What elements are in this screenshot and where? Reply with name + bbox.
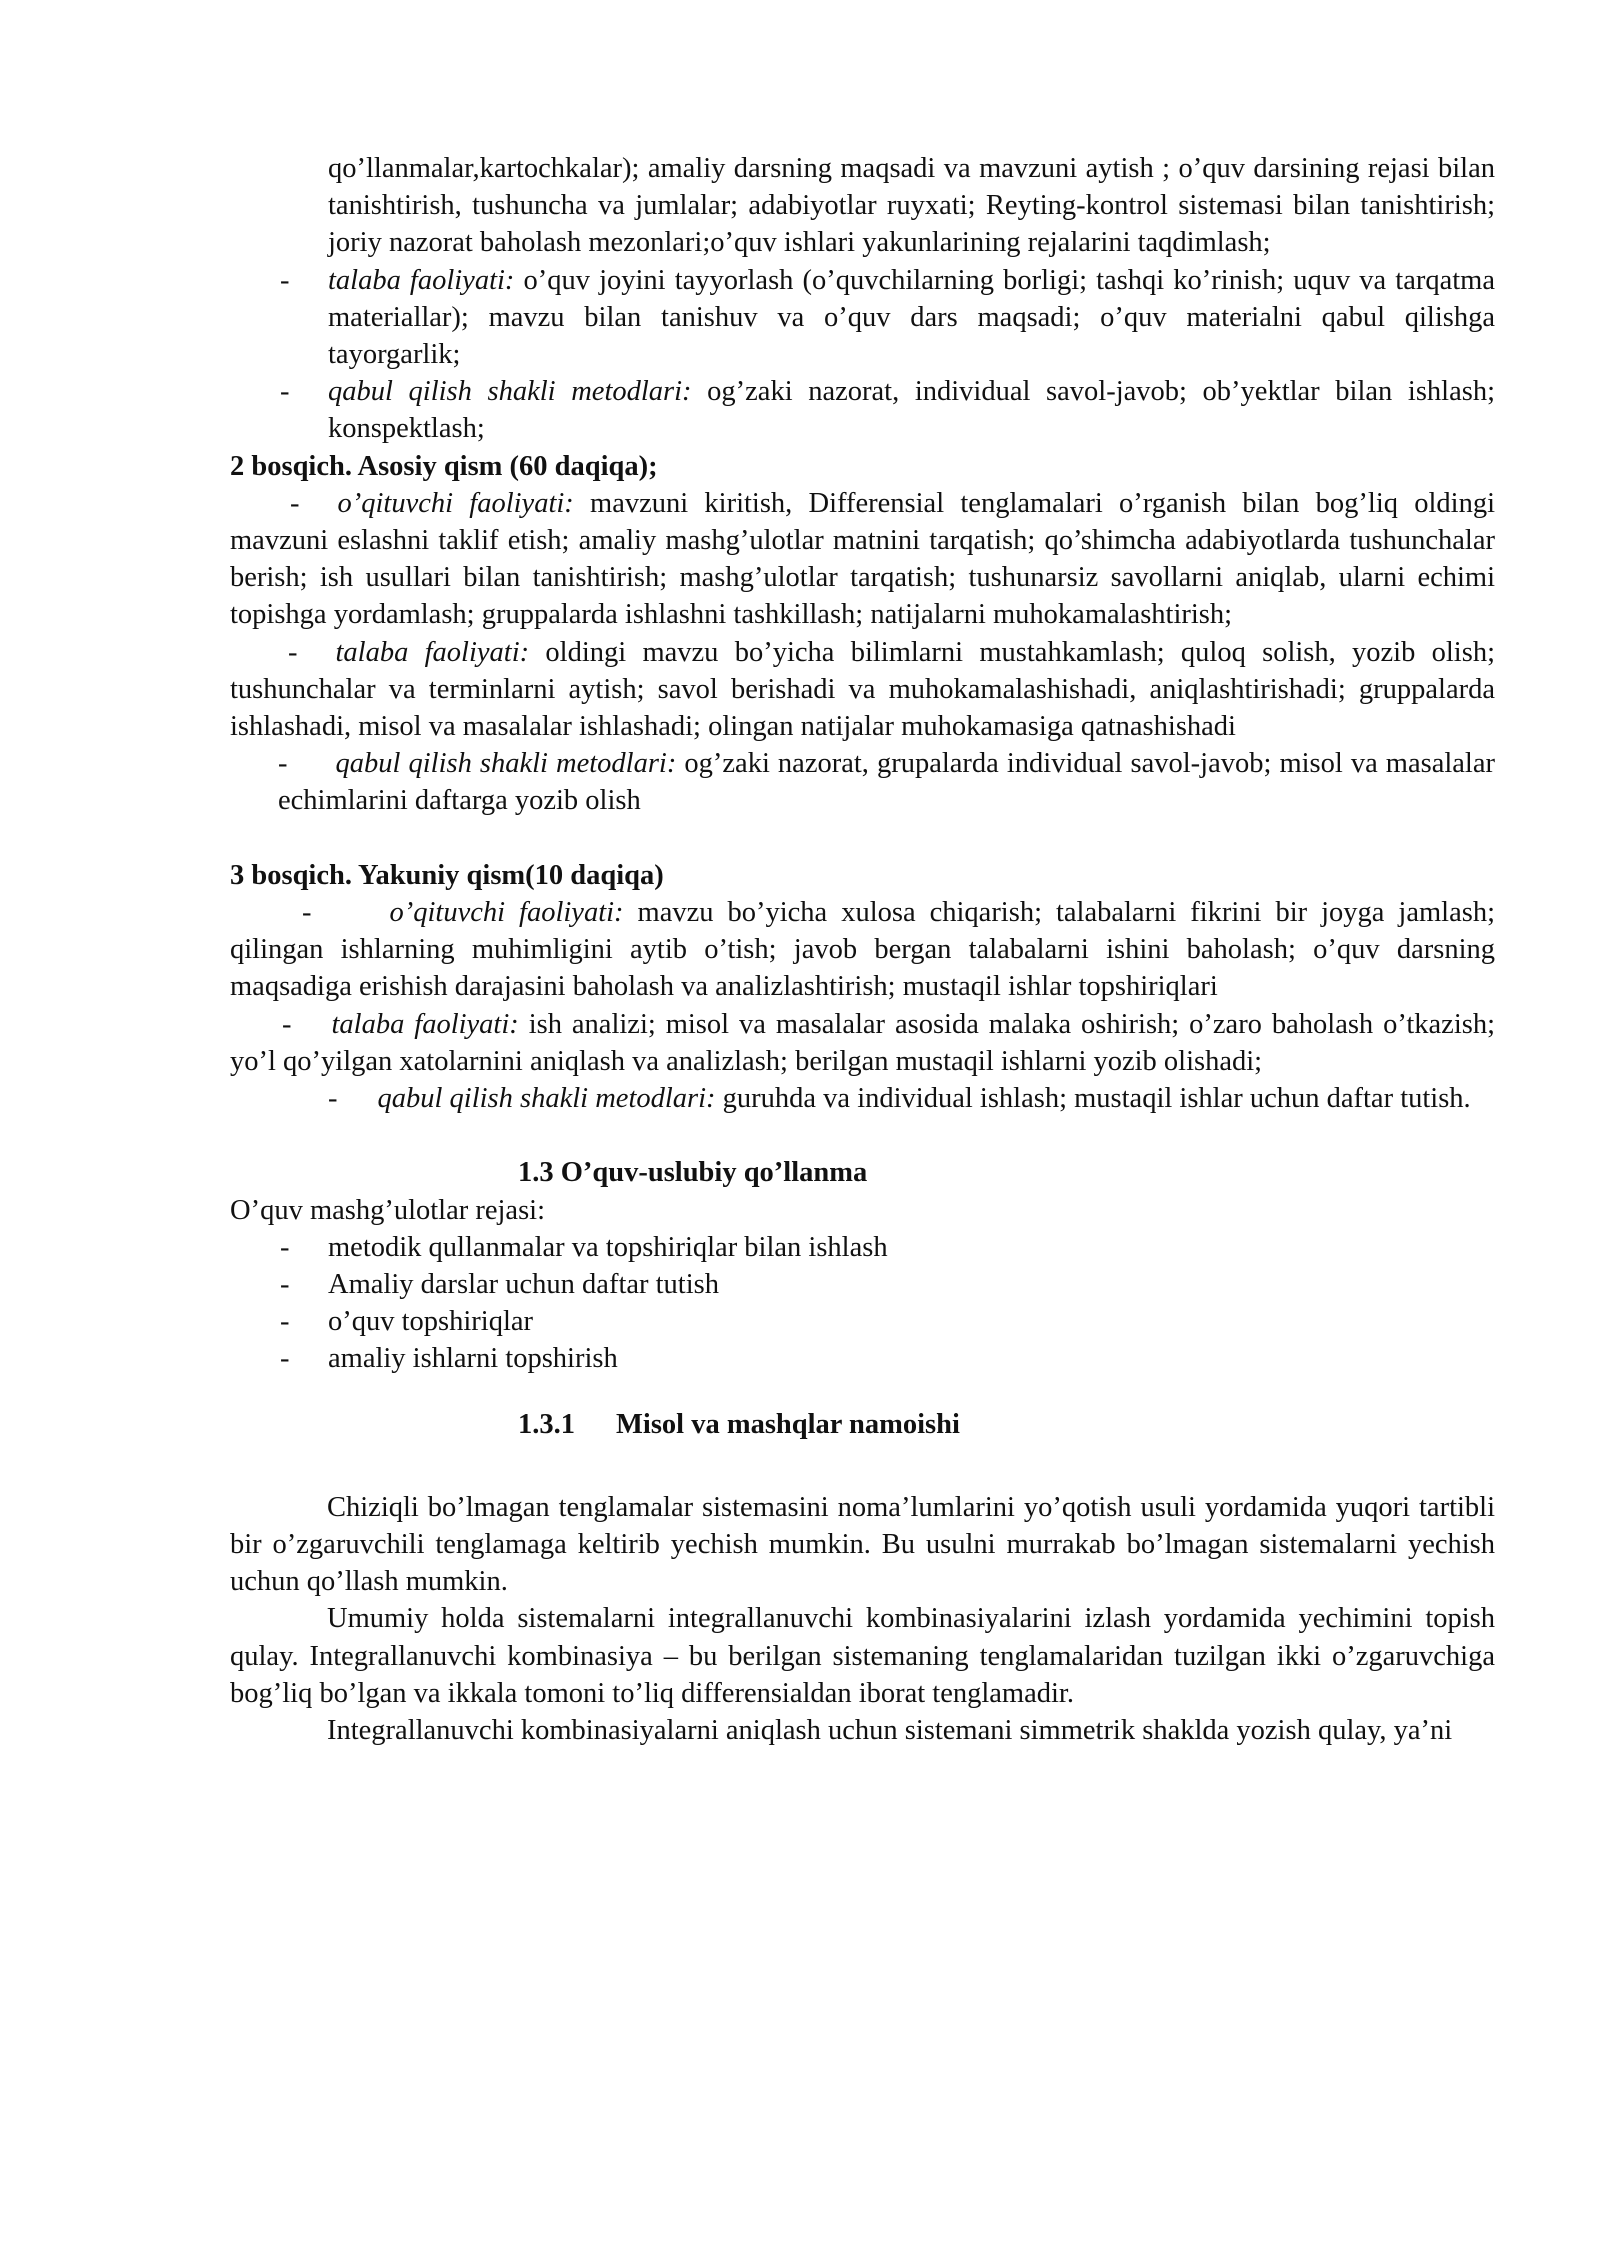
body-paragraph: Chiziqli bo’lmagan tenglamalar sistemasini noma’lumlarini yo’qotish usuli yordamida yuqori tartibli bir o’zgaruvchili tenglamaga keltirib yechish mumkin. Bu usulni murrakab bo’lmagan sistemalarni yechish uchun qo’llash mumkin. [230,1491,1495,1598]
stage3-heading: 3 bosqich. Yakuniy qism(10 daqiqa) [230,859,664,891]
spacer [230,1443,1495,1489]
stage2-item-oqituvchi [230,485,1495,634]
item-text: og’zaki nazorat, individual savol-javob; ob’yektlar bilan ishlash; konspektlash; [328,376,1495,445]
dash-marker: - [280,1269,290,1301]
plan-item-text: metodik qullanmalar va topshiriqlar bilan ishlash [328,1231,888,1263]
dash-marker: - [288,636,298,668]
body-paragraph: Integrallanuvchi kombinasiyalarni aniqlash uchun sistemani simmetrik shaklda yozish qulay, ya’ni [327,1715,1453,1747]
item-text: mavzu bo’yicha xulosa chiqarish; talabalarni fikrini bir joyga jamlash; qilingan ishlarning muhimligini aytib o’tish; javob bergan talabalarni ishini baholash; o’quv darsning maqsadiga erishish darajasini baholash va analizlashtirish; mustaqil ishlar topshiriqlari [230,897,1495,1003]
plan-item [230,1303,1495,1340]
stage3-item-qabul [230,1080,1495,1117]
stage3-item-talaba [230,1006,1495,1080]
item-text: og’zaki nazorat, grupalarda individual savol-javob; misol va masalalar echimlarini daftarga yozib olish [278,748,1495,817]
item-label: o’qituvchi faoliyati: [337,487,574,519]
item-label: o’qituvchi faoliyati: [389,897,624,929]
dash-marker: - [278,748,288,780]
dash-marker: - [290,487,300,519]
dash-marker: - [280,1231,290,1263]
dash-marker: - [280,1343,290,1375]
spacer [230,1378,1495,1406]
plan-item [230,1266,1495,1303]
section-number: 1.3.1 [518,1408,575,1440]
spacer [230,1117,1495,1154]
item-label: talaba faoliyati: [331,1008,519,1040]
plan-item [230,1340,1495,1377]
stage2-heading: 2 bosqich. Asosiy qism (60 daqiqa); [230,450,658,482]
item-text: o’quv joyini tayyorlash (o’quvchilarning borligi; tashqi ko’rinish; uquv va tarqatma materiallar); mavzu bilan tanishuv va o’quv dars maqsadi; o’quv materialni qabul qilishga tayorgarlik; [328,264,1495,371]
item-text: oldingi mavzu bo’yicha bilimlarni mustahkamlash; quloq solish, yozib olish; tushunchalar va terminlarni aytish; savol berishadi va muhokamalashishadi, aniqlashtirishadi; gruppalarda ishlashadi, misol va masalalar ishlashadi; olingan natijalar muhokamasiga qatnashishadi [230,636,1495,743]
plan-item-text: amaliy ishlarni topshirish [328,1343,618,1375]
section-1-3-heading: 1.3 O’quv-uslubiy qo’llanma [518,1157,868,1189]
dash-marker: - [282,1008,292,1040]
dash-marker: - [328,1083,338,1115]
item-label: qabul qilish shakli metodlari: [328,376,692,408]
section-1-3-1-heading [230,1406,1495,1443]
dash-marker: - [280,264,290,296]
section-title: Misol va mashqlar namoishi [616,1408,960,1440]
item-label: qabul qilish shakli metodlari: [377,1083,716,1115]
stage2-item-talaba [230,634,1495,746]
dash-marker: - [302,897,312,929]
plan-label: O’quv mashg’ulotlar rejasi: [230,1194,546,1226]
plan-item-text: o’quv topshiriqlar [328,1306,534,1338]
item-text: guruhda va individual ishlash; mustaqil ishlar uchun daftar tutish. [715,1083,1471,1115]
item-label: talaba faoliyati: [328,264,515,296]
item-text: mavzuni kiritish, Differensial tenglamalari o’rganish bilan bog’liq oldingi mavzuni eslashni taklif etish; amaliy mashg’ulotlar matnini tarqatish; qo’shimcha adabiyotlarda tushunchalar berish; ish usullari bilan tanishtirish; mashg’ulotlar tarqatish; tushunarsiz savollarni aniqlab, ularni echimi topishga yordamlash; gruppalarda ishlashni tashkillash; natijalarni muhokamalashtirish; [230,487,1495,631]
item-label: talaba faoliyati: [335,636,530,668]
plan-item-text: Amaliy darslar uchun daftar tutish [328,1269,719,1301]
dash-marker: - [280,376,290,408]
intro-item-talaba [230,262,1495,374]
item-label: qabul qilish shakli metodlari: [335,748,677,780]
intro-continuation: qo’llanmalar,kartochkalar); amaliy darsning maqsadi va mavzuni aytish ; o’quv darsining rejasi bilan tanishtirish, tushuncha va jumlalar; adabiyotlar ruyxati; Reyting-kontrol sistemasi bilan tanishtirish; joriy nazorat baholash mezonlari;o’quv ishlari yakunlarining rejalarini taqdimlash; [328,153,1495,259]
plan-item [230,1229,1495,1266]
spacer [230,820,1495,857]
stage3-item-oqituvchi [230,894,1495,1006]
dash-marker: - [280,1306,290,1338]
body-paragraph: Umumiy holda sistemalarni integrallanuvchi kombinasiyalarini izlash yordamida yechimini topish qulay. Integrallanuvchi kombinasiya – bu berilgan sistemaning tenglamalaridan tuzilgan ikki o’zgaruvchiga bog’liq bo’lgan va ikkala tomoni to’liq differensialdan iborat tenglamadir. [230,1603,1495,1709]
document-page [230,150,1495,1749]
intro-item-qabul [230,373,1495,447]
item-text: ish analizi; misol va masalalar asosida malaka oshirish; o’zaro baholash o’tkazish; yo’l qo’yilgan xatolarnini aniqlash va analizlash; berilgan mustaqil ishlarni yozib olishadi; [230,1008,1495,1077]
stage2-item-qabul [230,745,1495,819]
